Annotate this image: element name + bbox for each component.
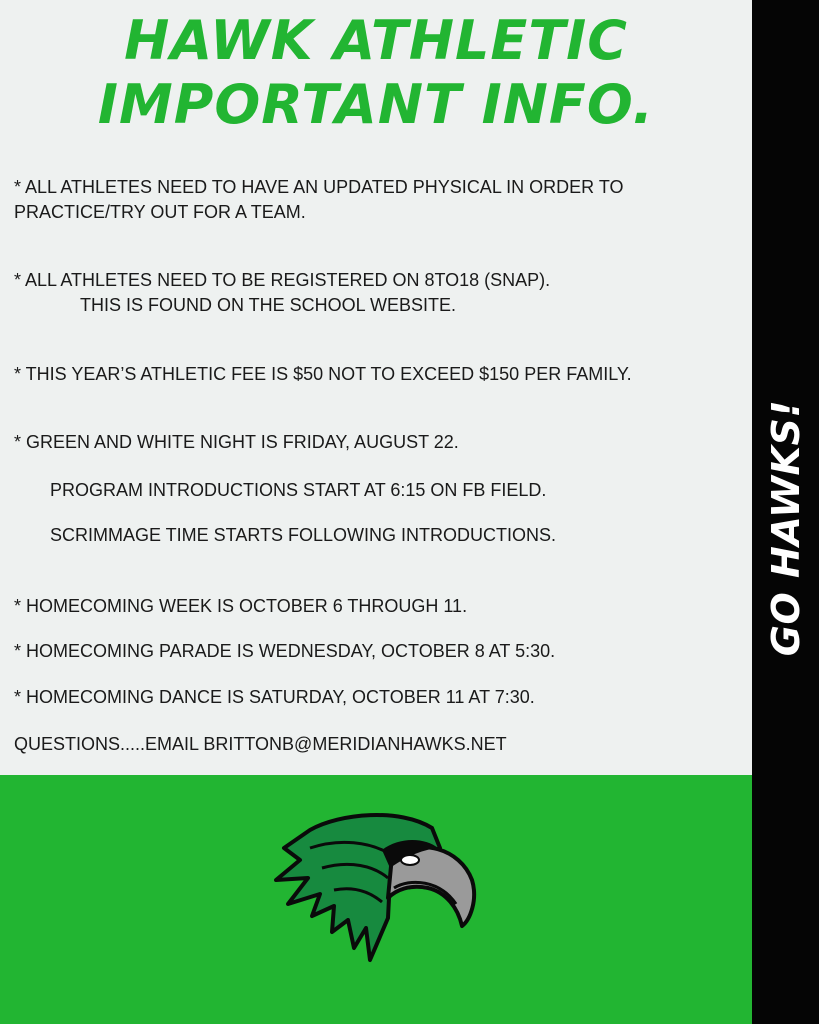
title-line-2: IMPORTANT INFO. xyxy=(97,73,655,136)
hawk-head-icon xyxy=(270,808,485,968)
hawk-eye xyxy=(401,855,419,865)
info-physical-line-2: PRACTICE/TRY OUT FOR A TEAM. xyxy=(14,202,306,222)
info-homecoming-parade: * HOMECOMING PARADE IS WEDNESDAY, OCTOBER 8 AT 5:30. xyxy=(14,641,556,661)
info-registration-line-2: THIS IS FOUND ON THE SCHOOL WEBSITE. xyxy=(80,295,457,315)
info-registration-line-1: * ALL ATHLETES NEED TO BE REGISTERED ON 8TO18 (SNAP). xyxy=(14,270,551,290)
info-program-introductions: PROGRAM INTRODUCTIONS START AT 6:15 ON FB FIELD. xyxy=(50,480,547,500)
info-athletic-fee: * THIS YEAR’S ATHLETIC FEE IS $50 NOT TO EXCEED $150 PER FAMILY. xyxy=(14,364,632,384)
info-green-white-night: * GREEN AND WHITE NIGHT IS FRIDAY, AUGUST 22. xyxy=(14,432,459,452)
info-homecoming-week: * HOMECOMING WEEK IS OCTOBER 6 THROUGH 11. xyxy=(14,596,468,616)
info-scrimmage-time: SCRIMMAGE TIME STARTS FOLLOWING INTRODUCTIONS. xyxy=(50,525,557,545)
title-line-1: HAWK ATHLETIC xyxy=(124,9,628,72)
info-questions-email: QUESTIONS.....EMAIL BRITTONB@MERIDIANHAWKS.NET xyxy=(14,734,507,754)
go-hawks-slogan: GO HAWKS! xyxy=(764,399,808,657)
info-homecoming-dance: * HOMECOMING DANCE IS SATURDAY, OCTOBER 11 AT 7:30. xyxy=(14,687,535,707)
info-physical-line-1: * ALL ATHLETES NEED TO HAVE AN UPDATED PHYSICAL IN ORDER TO xyxy=(14,177,624,197)
